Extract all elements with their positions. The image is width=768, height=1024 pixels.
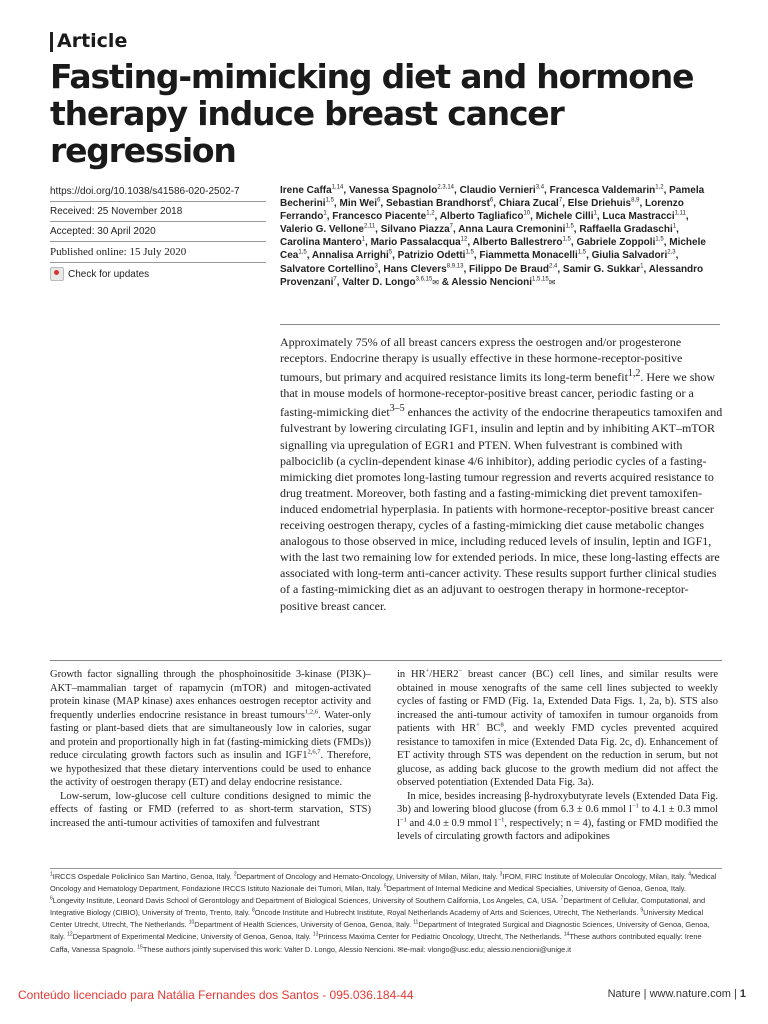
- check-for-updates-link[interactable]: [50, 263, 266, 285]
- footer-site-link[interactable]: www.nature.com: [649, 988, 731, 1000]
- author-affiliation-sup: 6: [377, 197, 381, 204]
- article-type-rule: [50, 32, 53, 52]
- check-for-updates-icon: [50, 267, 64, 281]
- footer-separator: |: [640, 988, 650, 1000]
- superscript: 4: [688, 871, 691, 878]
- author-affiliation-sup: 1,11: [674, 210, 686, 217]
- superscript: −: [458, 667, 463, 675]
- author-list: Irene Caffa$^{1,14}$, Vanessa Spagnolo$^{2,3,14}$, Claudio Vernieri$^{3,4}$, Francesca Valdemarin$^{1,2}$, Pamela Becherini$^{1,5}$, Min Wei$^6$, Sebastian Brandhorst$^6$, Chiara Zucal$^7$, Else Driehuis$^{8,9}$, Lorenzo Ferrando$^1$, Francesco Piacente$^{1,2}$, Alberto Tagliafico$^{10}$, Michele Cilli$^1$, Luca Mastracci$^{1,11}$, Valerio G. Vellone$^{2,11}$, Silvano Piazza$^7$, Anna Laura Cremonini$^{1,5}$, Raffaella Gradaschi$^1$, Carolina Mantero$^1$, Mario Passalacqua$^{12}$, Alberto Ballestrero$^{1,5}$, Gabriele Zoppoli$^{1,5}$, Michele Cea$^{1,5}$, Annalisa Arrighi$^5$, Patrizio Odetti$^{1,5}$, Fiammetta Monacelli$^{1,5}$, Giulia Salvadori$^{2,3}$, Salvatore Cortellino$^3$, Hans Clevers$^{8,9,13}$, Filippo De Braud$^{2,4}$, Samir G. Sukkar$^1$, Alessandro Provenzani$^7$, Valter D. Longo$^{3,6,15}$✉ & Alessio Nencioni$^{1,5,15}$✉: [280, 184, 706, 288]
- author-name[interactable]: Raffaella Gradaschi: [579, 224, 673, 236]
- superscript: +: [425, 667, 430, 675]
- author-name[interactable]: Pamela Becherini: [280, 185, 705, 210]
- superscript: 2,6,7: [307, 748, 321, 756]
- check-for-updates-label: Check for updates: [68, 268, 150, 280]
- author-name[interactable]: Chiara Zucal: [498, 198, 559, 210]
- author-affiliation-sup: 5: [388, 250, 393, 257]
- footer-separator: |: [730, 988, 740, 1000]
- published-date: Published online: 15 July 2020: [50, 242, 266, 263]
- author-affiliation-sup: 1: [672, 223, 677, 230]
- author-affiliation-sup: 12: [460, 237, 468, 244]
- superscript: 3–5: [389, 403, 405, 415]
- author-name[interactable]: Annalisa Arrighi: [311, 250, 389, 262]
- received-date: Received: 25 November 2018: [50, 202, 266, 222]
- affiliations: $^1$IRCCS Ospedale Policlinico San Martino, Genoa, Italy. $^2$Department of Oncology and Hemato-Oncology, University of Milan, Milan, Italy. $^3$IFOM, FIRC Institute of Molecular Oncology, Milan, Italy. $^4$Medical Oncology and Hematology Department, Fondazione IRCCS Istituto Nazionale dei Tumori, Milan, Italy. $^5$Department of Internal Medicine and Medical Specialties, University of Genoa, Genoa, Italy. $^6$Longevity Institute, Leonard Davis School of Gerontology and Department of Biological Sciences, University of Southern California, Los Angeles, CA, USA. $^7$Department of Cellular, Computational, and Integrative Biology (CIBIO), University of Trento, Trento, Italy. $^8$Oncode Institute and Hubrecht Institute, Royal Netherlands Academy of Arts and Sciences, Utrecht, The Netherlands. $^9$University Medical Center Utrecht, Utrecht, The Netherlands. $^{10}$Department of Health Sciences, University of Genoa, Genoa, Italy. $^{11}$Department of Integrated Surgical and Diagnostic Sciences, University of Genoa, Genoa, Italy. $^{12}$Department of Experimental Medicine, University of Genoa, Genoa, Italy. $^{13}$Princess Maxima Center for Pediatric Oncology, Utrecht, The Netherlands. $^{14}$These authors contributed equally: Irene Caffa, Vanessa Spagnolo. $^{15}$These authors jointly supervised this work: Valter D. Longo, Alessio Nencioni. ✉e-mail: vlongo@usc.edu; alessio.nencioni@unige.it: [50, 871, 717, 954]
- author-name[interactable]: Valerio G. Vellone: [280, 224, 364, 236]
- author-affiliation-sup: 1: [323, 210, 327, 217]
- author-name[interactable]: Lorenzo Ferrando: [280, 198, 684, 223]
- author-name[interactable]: Michele Cea: [280, 237, 706, 262]
- author-affiliation-sup: 1,5: [465, 250, 474, 257]
- superscript: 5: [383, 883, 387, 890]
- author-name[interactable]: Hans Clevers: [383, 263, 447, 275]
- affiliations-divider: [50, 868, 722, 869]
- author-name[interactable]: Alberto Ballestrero: [472, 237, 563, 249]
- author-affiliation-sup: 1,5: [325, 197, 334, 204]
- author-name[interactable]: Alessio Nencioni: [451, 276, 532, 288]
- author-name[interactable]: Claudio Vernieri: [459, 185, 536, 196]
- author-affiliation-sup: 3: [374, 263, 378, 270]
- abstract: [280, 334, 724, 614]
- superscript: 12: [67, 932, 73, 938]
- body-divider: [50, 660, 722, 661]
- body-paragraph: In mice, besides increasing β-hydroxybutyrate levels (Extended Data Fig. 3b) and lowering blood glucose (from 6.3 ± 0.6 mmol $l^{-1}$ to 4.1 ± 0.3 mmol $l^{-1}$ and 4.0 ± 0.9 mmol $l^{-1}$, respectively; n = 4), fasting or FMD modified the levels of circulating growth factors and adipokines: [397, 790, 719, 842]
- superscript: 1,2,6: [304, 708, 318, 715]
- author-name[interactable]: Francesco Piacente: [332, 211, 427, 223]
- author-name[interactable]: Mario Passalacqua: [370, 237, 461, 249]
- author-name[interactable]: Fiammetta Monacelli: [479, 250, 578, 262]
- author-name[interactable]: Giulia Salvadori: [591, 250, 668, 262]
- author-affiliation-sup: 1: [361, 237, 366, 244]
- author-name[interactable]: Sebastian Brandhorst: [385, 198, 490, 210]
- author-name[interactable]: Else Driehuis: [567, 198, 632, 210]
- author-affiliation-sup: 1: [593, 210, 597, 217]
- author-affiliation-sup: 7: [558, 197, 563, 204]
- superscript: 7: [560, 895, 564, 902]
- author-affiliation-sup: 8,9,13: [446, 263, 464, 270]
- author-affiliation-sup: 8,9: [631, 197, 640, 204]
- author-name[interactable]: Samir G. Sukkar: [562, 263, 641, 275]
- author-name[interactable]: Francesca Valdemarin: [549, 185, 656, 196]
- author-name[interactable]: Salvatore Cortellino: [280, 263, 375, 275]
- author-affiliation-sup: 2,3,14: [437, 184, 454, 191]
- author-affiliation-sup: 3,4: [535, 184, 545, 191]
- author-affiliation-sup: 1,5: [655, 237, 664, 244]
- author-affiliation-sup: 2,3: [667, 250, 676, 257]
- accepted-date: Accepted: 30 April 2020: [50, 222, 266, 242]
- author-affiliation-sup: 1,5: [577, 250, 587, 257]
- email-icon: ✉: [548, 277, 556, 287]
- author-affiliation-sup: 6: [489, 197, 494, 204]
- page-number: 1: [739, 988, 746, 1000]
- author-affiliation-sup: 2,11: [363, 223, 376, 230]
- superscript: 14: [563, 932, 570, 938]
- author-name[interactable]: Silvano Piazza: [380, 224, 450, 236]
- author-name[interactable]: Filippo De Braud: [469, 263, 549, 275]
- author-name[interactable]: Valter D. Longo: [342, 276, 416, 288]
- author-affiliation-sup: 7: [333, 276, 337, 283]
- author-name[interactable]: Luca Mastracci: [602, 211, 675, 223]
- author-affiliation-sup: 7: [449, 223, 453, 230]
- superscript: 8: [500, 721, 504, 729]
- body-column-2: [397, 668, 718, 844]
- author-name[interactable]: Michele Cilli: [535, 211, 594, 223]
- author-name[interactable]: Alessandro Provenzani: [280, 263, 704, 288]
- author-name[interactable]: Patrizio Odetti: [397, 250, 466, 262]
- author-name[interactable]: Gabriele Zoppoli: [576, 237, 656, 249]
- article-type-label: Article: [57, 30, 128, 52]
- abstract-paragraph: Approximately 75% of all breast cancers express the oestrogen and/or progesterone receptors. Endocrine therapy is usually effective in these hormone-receptor-positive tumours, but primary and acquired resistance limits its long-term benefit$^{1,2}$. Here we show that in mouse models of hormone-receptor-positive breast cancer, periodic fasting or a fasting-mimicking diet$^{3-5}$ enhances the activity of the endocrine therapeutics tamoxifen and fulvestrant by lowering circulating IGF1, insulin and leptin and by inhibiting AKT–mTOR signalling via upregulation of EGR1 and PTEN. When fulvestrant is combined with palbociclib (a cyclin-dependent kinase 4/6 inhibitor), adding periodic cycles of a fasting-mimicking diet promotes long-lasting tumour regression and reverts acquired resistance to drug treatment. Moreover, both fasting and a fasting-mimicking diet prevent tamoxifen-induced endometrial hyperplasia. In patients with hormone-receptor-positive breast cancer receiving oestrogen therapy, cycles of a fasting-mimicking diet cause metabolic changes analogous to those observed in mice, including reduced levels of insulin, leptin and IGF1, with the last two remaining low for extended periods. In mice, these long-lasting effects are associated with long-term anti-cancer activity. These results support further clinical studies of a fasting-mimicking diet as an adjuvant to oestrogen therapy in hormone-receptor-positive breast cancer.: [280, 335, 723, 613]
- superscript: +: [476, 721, 480, 729]
- author-name[interactable]: Min Wei: [339, 198, 378, 210]
- author-affiliation-sup: 10: [523, 210, 531, 217]
- footer-journal: Nature: [607, 988, 641, 1000]
- license-watermark: Conteúdo licenciado para Natália Fernandes dos Santos - 095.036.184-44: [18, 988, 414, 1002]
- author-affiliation-sup: 1,5: [565, 223, 574, 230]
- article-metadata: [50, 182, 266, 285]
- superscript: 1,2: [627, 368, 641, 380]
- author-affiliation-sup: 1,5: [298, 250, 307, 257]
- superscript: 15: [137, 944, 143, 951]
- superscript: 10: [188, 919, 195, 926]
- superscript: 11: [413, 919, 419, 926]
- author-name[interactable]: Vanessa Spagnolo: [348, 185, 438, 196]
- superscript: −1: [497, 816, 505, 823]
- author-affiliation-sup: 1,2: [655, 184, 664, 191]
- body-paragraph: in HR+/HER2− breast cancer (BC) cell lines, and similar results were obtained in mouse xenografts of the same cell lines subjected to weekly cycles of fasting or FMD (Fig. 1a, Extended Data Figs. 1, 2a, b). STS also increased the anti-tumour activity of tamoxifen in tumour organoids from patients with HR+ $BC^8$, and weekly FMD cycles prevented acquired resistance to tamoxifen in mice (Extended Data Fig. 2c, d). Enhancement of ET activity through STS was dependent on the reduction in serum, but not glucose, as adding back glucose to the growth medium did not affect the observed potentiation (Extended Data Fig. 3a).: [397, 667, 718, 788]
- superscript: −1: [399, 816, 407, 823]
- superscript: 3: [499, 871, 503, 878]
- author-affiliation-sup: 3,6,15: [415, 276, 433, 283]
- superscript: 13: [312, 932, 319, 938]
- body-paragraph: Low-serum, low-glucose cell culture conditions designed to mimic the effects of fasting or FMD (referred to as short-term starvation, STS) increased the anti-tumour activities of tamoxifen and fulvestrant: [50, 790, 371, 829]
- author-affiliation-sup: 1,2: [426, 210, 435, 217]
- author-affiliation-sup: 1,5,15: [532, 276, 549, 283]
- author-affiliation-sup: 1,5: [562, 237, 571, 244]
- author-affiliation-sup: 1: [640, 263, 644, 270]
- author-name[interactable]: Carolina Mantero: [280, 237, 362, 249]
- body-column-1: [50, 668, 371, 830]
- article-title: Fasting-mimicking diet and hormone therapy induce breast cancer regression: [50, 57, 694, 170]
- author-name[interactable]: Irene Caffa: [280, 185, 332, 196]
- author-name[interactable]: Anna Laura Cremonini: [458, 224, 566, 236]
- author-affiliation-sup: 2,4: [549, 263, 558, 270]
- superscript: 9: [640, 907, 644, 914]
- email-icon: ✉: [432, 277, 439, 287]
- abstract-divider: [280, 324, 720, 325]
- author-name[interactable]: Alberto Tagliafico: [439, 211, 524, 223]
- superscript: 2: [233, 871, 237, 878]
- doi-link[interactable]: https://doi.org/10.1038/s41586-020-2502-7: [50, 182, 266, 202]
- superscript: −1: [631, 802, 639, 810]
- author-affiliation-sup: 1,14: [331, 184, 344, 191]
- page-footer: [608, 988, 746, 1000]
- superscript: 1: [50, 871, 53, 878]
- superscript: 6: [50, 895, 53, 902]
- body-paragraph: Growth factor signalling through the phosphoinositide 3-kinase (PI3K)–AKT–mammalian target of rapamycin (mTOR) and mitogen-activated protein kinase (MAP kinase) axes enhances oestrogen receptor activity and frequently underlies endocrine resistance in breast tumours$^{1,2,6}$. Water-only fasting or plant-based diets that are simultaneously low in calories, sugar and protein and proportionally high in fat (fasting-mimicking diets (FMDs)) reduce circulating growth factors such as insulin and IGF1$^{2,6,7}$. Therefore, we hypothesized that these dietary interventions could be used to enhance the activity of oestrogen therapy (ET) and delay endocrine resistance.: [50, 669, 371, 788]
- superscript: 8: [251, 907, 255, 914]
